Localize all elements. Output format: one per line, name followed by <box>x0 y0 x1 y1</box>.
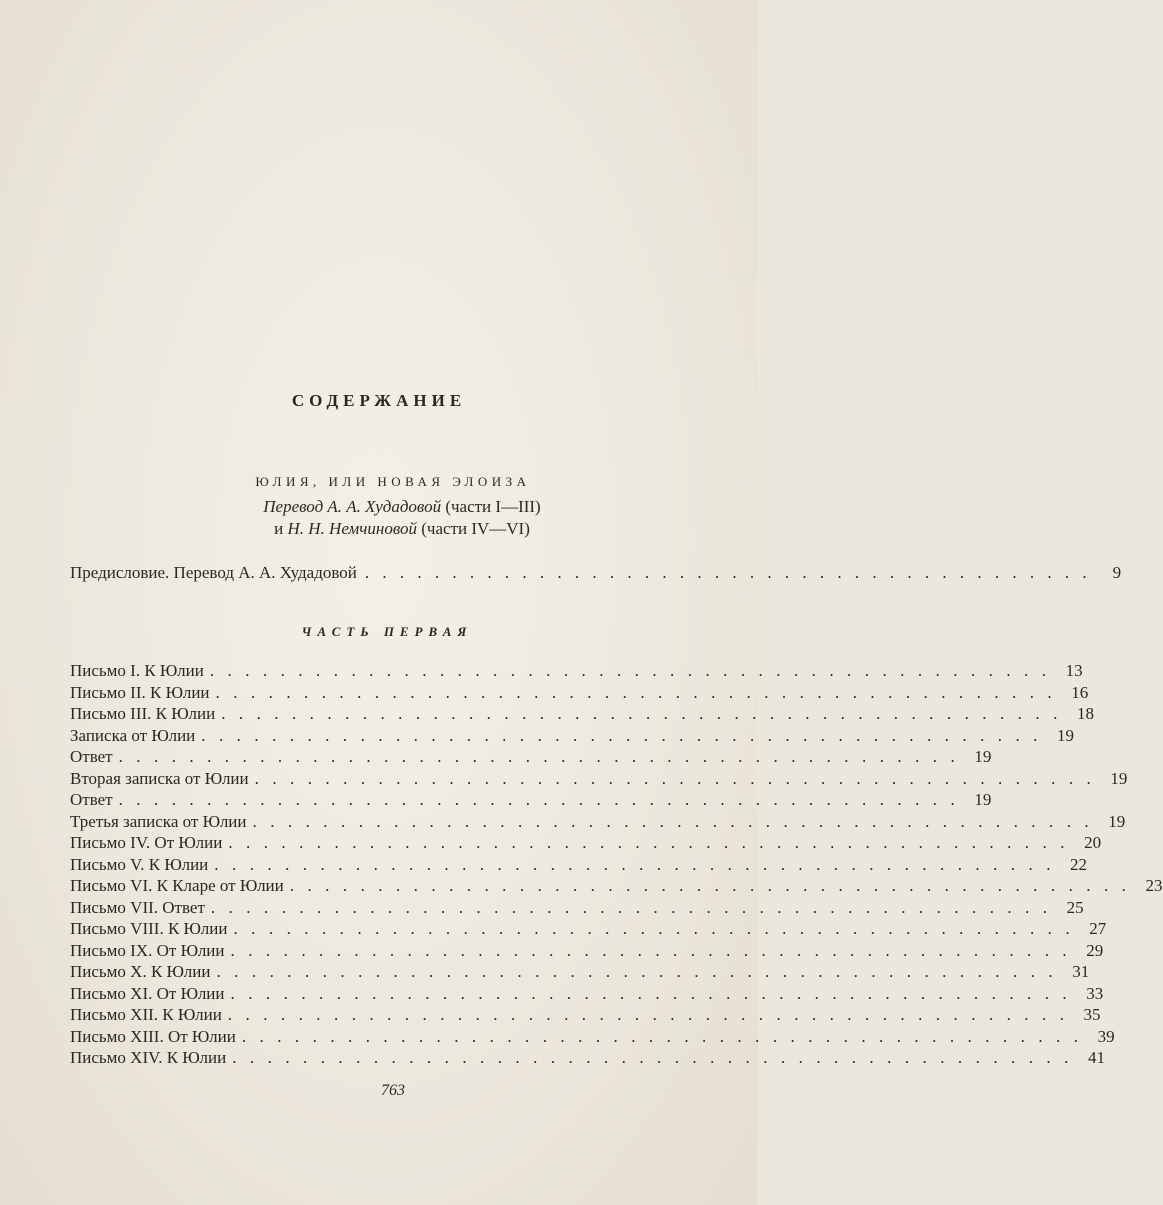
translator-name-2: Н. Н. Немчиновой <box>287 519 417 538</box>
dot-leader: . . . . . . . . . . . . . . . . . . . . . . . . . . . . . . . . . . . . . . . . . . . . . . . . <box>118 790 960 809</box>
toc-entry <box>70 746 992 768</box>
translator-conjunction: и <box>274 519 284 538</box>
toc-entry-title: Вторая записка от Юлии <box>70 768 249 788</box>
toc-entry <box>70 854 1088 876</box>
dot-leader: . . . . . . . . . . . . . . . . . . . . . . . . . . . . . . . . . . . . . . . . . . . . . . . . <box>241 1026 1083 1046</box>
toc-entry-page: 23 <box>1145 876 1163 895</box>
toc-entry-page: 27 <box>1089 919 1107 938</box>
toc-entry <box>70 725 1075 747</box>
toc-entry-title: Предисловие. Перевод А. А. Худадовой <box>70 563 357 582</box>
dot-leader: . . . . . . . . . . . . . . . . . . . . . . . . . . . . . . . . . . . . . . . . . . . . . . . . <box>201 725 1043 745</box>
dot-leader: . . . . . . . . . . . . . . . . . . . . . . . . . . . . . . . . . . . . . . . . . . . . . . . . <box>227 1005 1069 1024</box>
toc-entry-page: 18 <box>1076 704 1094 723</box>
page-number: 763 <box>381 1082 405 1099</box>
toc-entry-title: Письмо VIII. К Юлии <box>70 919 228 938</box>
dot-leader: . . . . . . . . . . . . . . . . . . . . . . . . . . . . . . . . . . . . . . . . . . . . . . . . <box>233 919 1075 938</box>
dot-leader: . . . . . . . . . . . . . . . . . . . . . . . . . . . . . . . . . . . . . . . . . . . . . . . . <box>289 876 1131 895</box>
toc-entry-title: Письмо VII. Ответ <box>70 897 205 917</box>
toc-entry <box>70 832 1102 854</box>
toc-entry <box>70 660 1083 682</box>
toc-entry <box>70 768 1128 790</box>
toc-entry-page: 35 <box>1083 1005 1101 1024</box>
part-heading: ЧАСТЬ ПЕРВАЯ <box>301 624 473 639</box>
table-of-contents <box>70 660 1163 1069</box>
toc-entry-title: Ответ <box>70 790 113 809</box>
dot-leader: . . . . . . . . . . . . . . . . . . . . . . . . . . . . . . . . . . . . . . . . . . . . . . . . <box>221 704 1062 723</box>
translator-line-2 <box>0 519 758 539</box>
translator-name-1: Перевод А. А. Худадовой <box>263 497 442 516</box>
dot-leader: . . . . . . . . . . . . . . . . . . . . . . . . . . . . . . . . . . . . . . . . . . . . . . . . <box>210 897 1052 917</box>
toc-entry-page: 25 <box>1066 897 1084 917</box>
work-title: ЮЛИЯ, ИЛИ НОВАЯ ЭЛОИЗА <box>255 474 531 489</box>
toc-entry-title: Письмо XIV. К Юлии <box>70 1048 227 1067</box>
toc-preface-entry <box>70 563 1122 583</box>
toc-entry <box>70 1026 1115 1048</box>
toc-entry <box>70 1004 1101 1026</box>
toc-entry-page: 16 <box>1071 682 1089 702</box>
toc-entry-title: Третья записка от Юлии <box>70 811 247 831</box>
toc-entry <box>70 811 1126 833</box>
contents-heading: СОДЕРЖАНИЕ <box>291 391 467 410</box>
toc-entry-page: 19 <box>974 790 992 809</box>
toc-entry <box>70 961 1090 983</box>
dot-leader: . . . . . . . . . . . . . . . . . . . . . . . . . . . . . . . . . . . . . . . . . . . . . . . . <box>254 768 1096 788</box>
toc-entry-page: 19 <box>1057 725 1075 745</box>
toc-entry-title: Письмо II. К Юлии <box>70 682 210 702</box>
toc-entry-page: 19 <box>1110 768 1128 788</box>
toc-entry <box>70 682 1089 704</box>
toc-entry-title: Письмо X. К Юлии <box>70 962 211 981</box>
toc-entry <box>70 983 1104 1005</box>
toc-entry-page: 31 <box>1072 962 1090 981</box>
dot-leader: . . . . . . . . . . . . . . . . . . . . . . . . . . . . . . . . . . . . . . . . . . <box>364 563 1092 582</box>
toc-entry-title: Письмо I. К Юлии <box>70 661 204 680</box>
toc-entry-page: 22 <box>1070 854 1088 874</box>
toc-entry-title: Письмо III. К Юлии <box>70 704 216 723</box>
toc-entry-title: Письмо XII. К Юлии <box>70 1005 222 1024</box>
translator-parts-2: (части IV—VI) <box>421 519 530 538</box>
toc-entry-title: Письмо V. К Юлии <box>70 854 209 874</box>
toc-entry-title: Письмо IX. От Юлии <box>70 940 225 960</box>
dot-leader: . . . . . . . . . . . . . . . . . . . . . . . . . . . . . . . . . . . . . . . . . . . . . . . . <box>118 747 960 766</box>
toc-entry-title: Ответ <box>70 747 113 766</box>
toc-entry <box>70 940 1104 962</box>
toc-entry-title: Записка от Юлии <box>70 725 196 745</box>
dot-leader: . . . . . . . . . . . . . . . . . . . . . . . . . . . . . . . . . . . . . . . . . . . . . . . . <box>214 854 1056 874</box>
dot-leader: . . . . . . . . . . . . . . . . . . . . . . . . . . . . . . . . . . . . . . . . . . . . . . . . <box>209 661 1051 680</box>
toc-entry-title: Письмо XI. От Юлии <box>70 983 225 1003</box>
toc-entry <box>70 897 1084 919</box>
dot-leader: . . . . . . . . . . . . . . . . . . . . . . . . . . . . . . . . . . . . . . . . . . . . . . . . <box>230 940 1072 960</box>
translator-line-1 <box>0 497 758 517</box>
toc-entry-page: 19 <box>974 747 992 766</box>
toc-entry-title: Письмо XIII. От Юлии <box>70 1026 236 1046</box>
toc-entry <box>70 875 1163 897</box>
toc-entry-page: 33 <box>1086 983 1104 1003</box>
dot-leader: . . . . . . . . . . . . . . . . . . . . . . . . . . . . . . . . . . . . . . . . . . . . . . . . <box>228 833 1070 852</box>
toc-entry-title: Письмо VI. К Кларе от Юлии <box>70 876 284 895</box>
toc-entry-page: 9 <box>1112 563 1122 582</box>
toc-entry <box>70 703 1094 725</box>
toc-entry-title: Письмо IV. От Юлии <box>70 833 223 852</box>
toc-entry <box>70 789 992 811</box>
dot-leader: . . . . . . . . . . . . . . . . . . . . . . . . . . . . . . . . . . . . . . . . . . . . . . . . <box>232 1048 1073 1067</box>
toc-entry-page: 29 <box>1086 940 1104 960</box>
translator-parts-1: (части I—III) <box>445 497 541 516</box>
toc-entry-page: 20 <box>1084 833 1102 852</box>
toc-entry-page: 39 <box>1097 1026 1115 1046</box>
toc-entry-page: 13 <box>1065 661 1083 680</box>
dot-leader: . . . . . . . . . . . . . . . . . . . . . . . . . . . . . . . . . . . . . . . . . . . . . . . . <box>252 811 1094 831</box>
toc-entry-page: 41 <box>1087 1048 1105 1067</box>
dot-leader: . . . . . . . . . . . . . . . . . . . . . . . . . . . . . . . . . . . . . . . . . . . . . . . . <box>215 682 1057 702</box>
toc-entry <box>70 918 1107 940</box>
dot-leader: . . . . . . . . . . . . . . . . . . . . . . . . . . . . . . . . . . . . . . . . . . . . . . . . <box>216 962 1058 981</box>
dot-leader: . . . . . . . . . . . . . . . . . . . . . . . . . . . . . . . . . . . . . . . . . . . . . . . . <box>230 983 1072 1003</box>
toc-entry <box>70 1047 1105 1069</box>
toc-entry-page: 19 <box>1108 811 1126 831</box>
